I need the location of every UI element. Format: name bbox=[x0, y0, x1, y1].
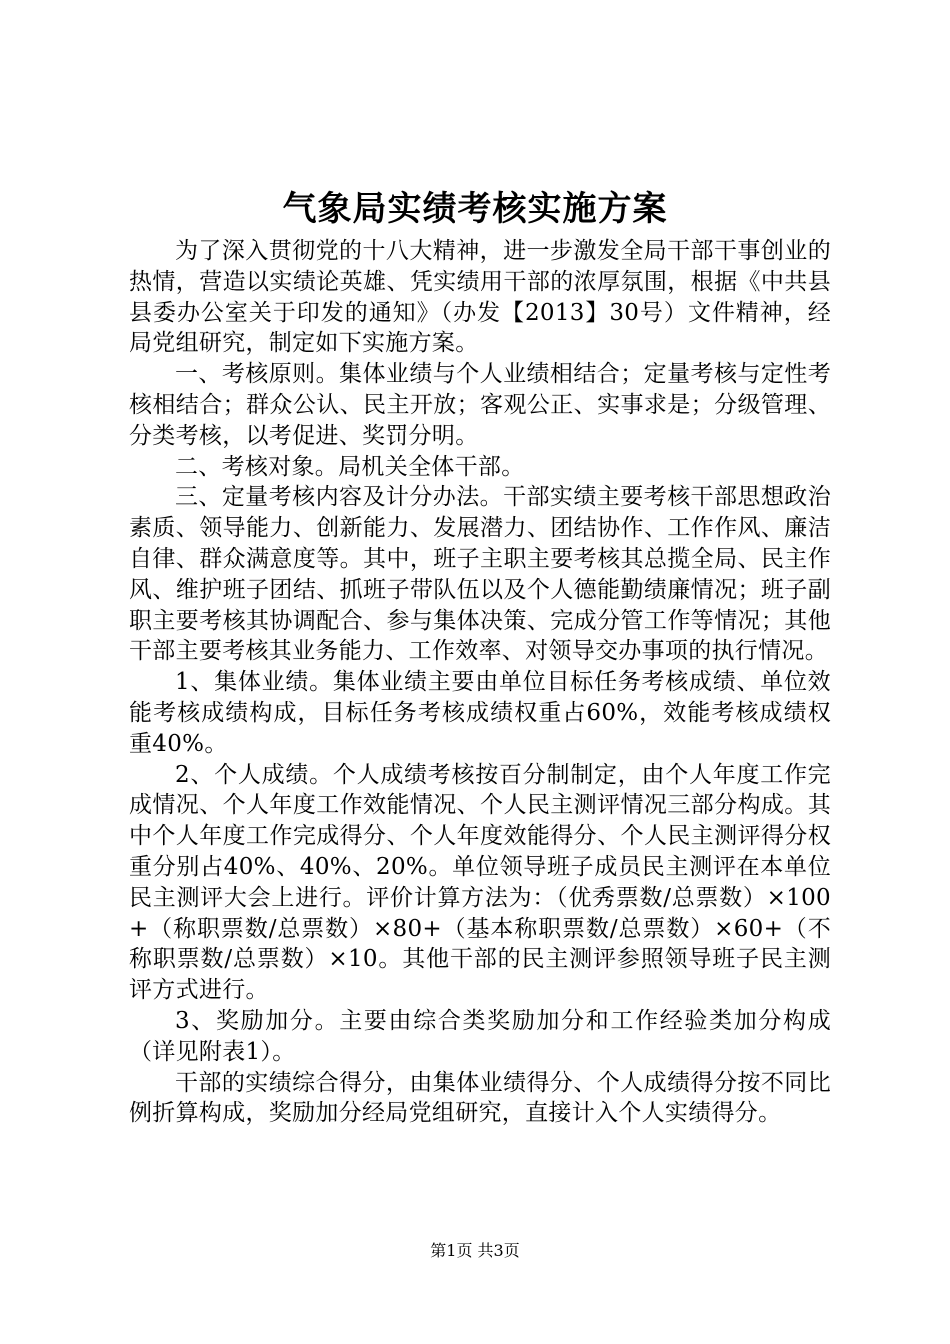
paragraph-summary: 干部的实绩综合得分，由集体业绩得分、个人成绩得分按不同比例折算构成，奖励加分经局党组研究，直接计入个人实绩得分。 bbox=[129, 1069, 831, 1127]
document-title: 气象局实绩考核实施方案 bbox=[282, 189, 668, 229]
page-footer: 第1页 共3页 bbox=[430, 1241, 520, 1260]
paragraph-collective: 1、集体业绩。集体业绩主要由单位目标任务考核成绩、单位效能考核成绩构成，目标任务考核成绩权重占60%，效能考核成绩权重40%。 bbox=[129, 669, 831, 757]
paragraph-intro: 为了深入贯彻党的十八大精神，进一步激发全局干部干事创业的热情，营造以实绩论英雄、凭实绩用干部的浓厚氛围，根据《中共县县委办公室关于印发的通知》（办发【2013】30号）文件精神，经局党组研究，制定如下实施方案。 bbox=[129, 238, 831, 357]
paragraph-bonus: 3、奖励加分。主要由综合类奖励加分和工作经验类加分构成（详见附表1）。 bbox=[129, 1007, 831, 1065]
paragraph-targets: 二、考核对象。局机关全体干部。 bbox=[175, 453, 525, 480]
paragraph-principles: 一、考核原则。集体业绩与个人业绩相结合；定量考核与定性考核相结合；群众公认、民主开放；客观公正、实事求是；分级管理、分类考核，以考促进、奖罚分明。 bbox=[129, 361, 831, 449]
paragraph-quantitative: 三、定量考核内容及计分办法。干部实绩主要考核干部思想政治素质、领导能力、创新能力、发展潜力、团结协作、工作作风、廉洁自律、群众满意度等。其中，班子主职主要考核其总揽全局、民主作风、维护班子团结、抓班子带队伍以及个人德能勤绩廉情况；班子副职主要考核其协调配合、参与集体决策、完成分管工作等情况；其他干部主要考核其业务能力、工作效率、对领导交办事项的执行情况。 bbox=[129, 484, 831, 665]
paragraph-individual: 2、个人成绩。个人成绩考核按百分制制定，由个人年度工作完成情况、个人年度工作效能情况、个人民主测评情况三部分构成。其中个人年度工作完成得分、个人年度效能得分、个人民主测评得分权重分别占40%、40%、20%。单位领导班子成员民主测评在本单位民主测评大会上进行。评价计算方法为：（优秀票数/总票数）×100+（称职票数/总票数）×80+（基本称职票数/总票数）×60+（不称职票数/总票数）×10。其他干部的民主测评参照领导班子民主测评方式进行。 bbox=[129, 761, 831, 1004]
document-body bbox=[129, 236, 831, 1129]
